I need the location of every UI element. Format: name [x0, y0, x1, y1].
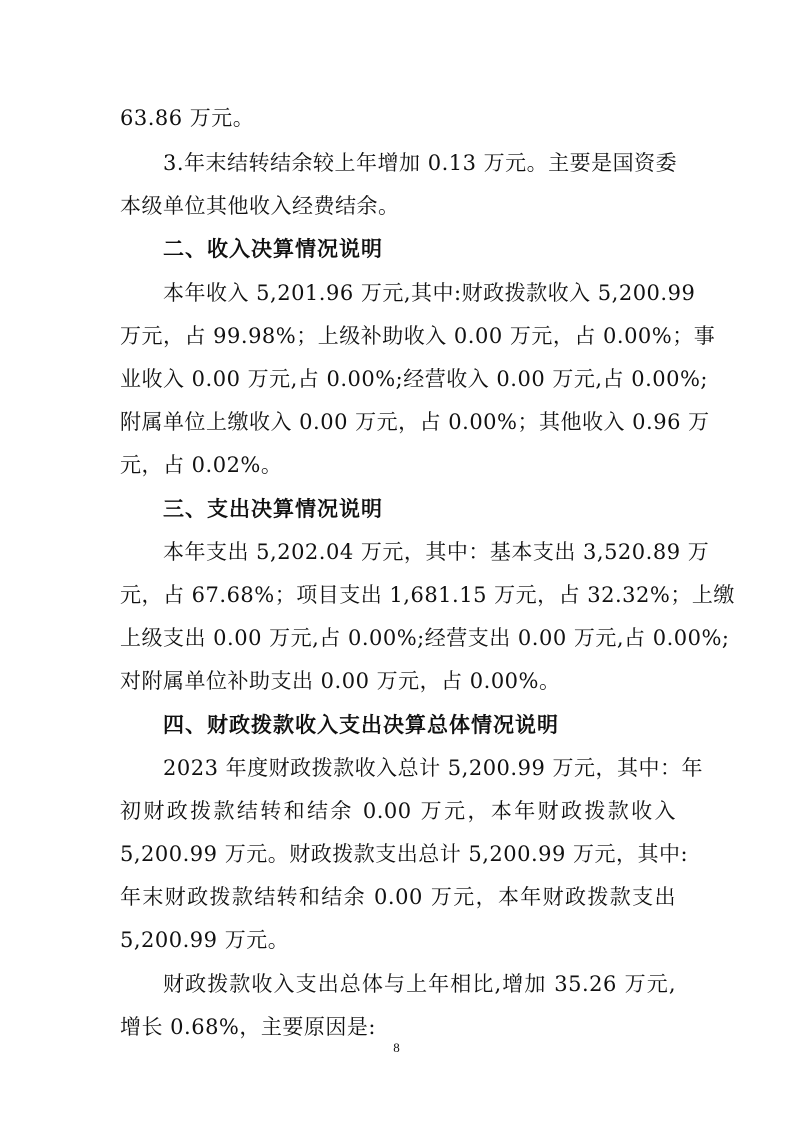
paragraph-line: 本年收入 5,201.96 万元,其中:财政拨款收入 5,200.99 — [163, 281, 696, 305]
paragraph-line: 3.年末结转结余较上年增加 0.13 万元。主要是国资委 — [163, 151, 678, 175]
paragraph-line: 对附属单位补助支出 0.00 万元，占 0.00%。 — [120, 669, 561, 693]
paragraph-line: 附属单位上缴收入 0.00 万元，占 0.00%；其他收入 0.96 万 — [120, 410, 710, 434]
paragraph-line: 财政拨款收入支出总体与上年相比,增加 35.26 万元, — [163, 972, 676, 996]
paragraph-line: 本级单位其他收入经费结余。 — [120, 194, 400, 218]
paragraph-line: 业收入 0.00 万元,占 0.00%;经营收入 0.00 万元,占 0.00%; — [120, 367, 708, 391]
paragraph-line: 初财政拨款结转和结余 0.00 万元，本年财政拨款收入 — [120, 799, 676, 823]
section-heading-income: 二、收入决算情况说明 — [163, 237, 383, 261]
section-heading-expenditure: 三、支出决算情况说明 — [163, 497, 383, 521]
page-number: 8 — [393, 1040, 400, 1055]
paragraph-line: 本年支出 5,202.04 万元，其中：基本支出 3,520.89 万 — [163, 540, 710, 564]
paragraph-line: 5,200.99 万元。 — [120, 928, 290, 952]
section-heading-fiscal: 四、财政拨款收入支出决算总体情况说明 — [163, 713, 559, 737]
paragraph-line: 元，占 67.68%；项目支出 1,681.15 万元，占 32.32%；上缴 — [120, 583, 735, 607]
paragraph-line: 增长 0.68%，主要原因是: — [120, 1015, 376, 1039]
paragraph-line: 上级支出 0.00 万元,占 0.00%;经营支出 0.00 万元,占 0.00%; — [120, 626, 730, 650]
paragraph-line: 元，占 0.02%。 — [120, 453, 283, 477]
paragraph-line: 5,200.99 万元。财政拨款支出总计 5,200.99 万元，其中: — [120, 842, 689, 866]
paragraph-line: 万元，占 99.98%；上级补助收入 0.00 万元，占 0.00%；事 — [120, 324, 716, 348]
paragraph-line: 年末财政拨款结转和结余 0.00 万元，本年财政拨款支出 — [120, 885, 676, 909]
paragraph-line: 2023 年度财政拨款收入总计 5,200.99 万元，其中：年 — [163, 756, 703, 780]
paragraph-line: 63.86 万元。 — [120, 106, 255, 130]
